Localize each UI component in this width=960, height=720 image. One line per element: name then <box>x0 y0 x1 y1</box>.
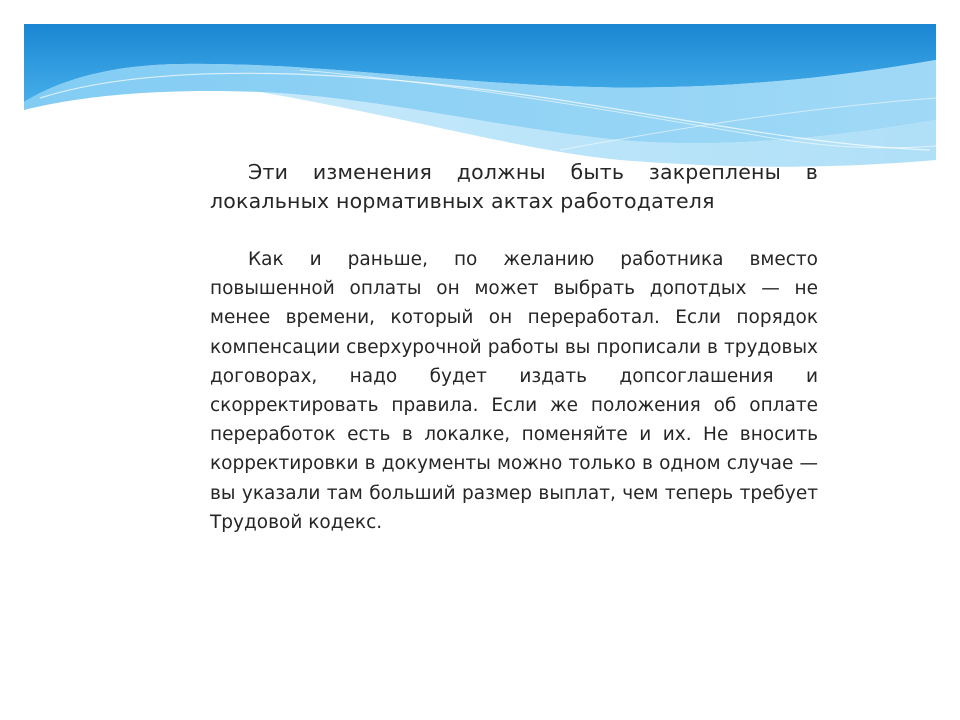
slide-content <box>210 158 818 537</box>
slide-paragraph: Как и раньше, по желанию работника вместо повышенной оплаты он может выбрать допотдых — не менее времени, который он переработал. Если порядок компенсации сверхурочной работы вы прописали в трудовых договорах, надо будет издать допсоглашения и скорректировать правила. Если же положения об оплате переработок есть в локалке, поменяйте и их. Не вносить корректировки в документы можно только в одном случае — вы указали там больший размер выплат, чем теперь требует Трудовой кодекс. <box>210 249 818 533</box>
wave-banner-decoration <box>0 0 960 180</box>
slide-heading: Эти изменения должны быть закреплены в локальных нормативных актах работодателя <box>210 160 818 213</box>
